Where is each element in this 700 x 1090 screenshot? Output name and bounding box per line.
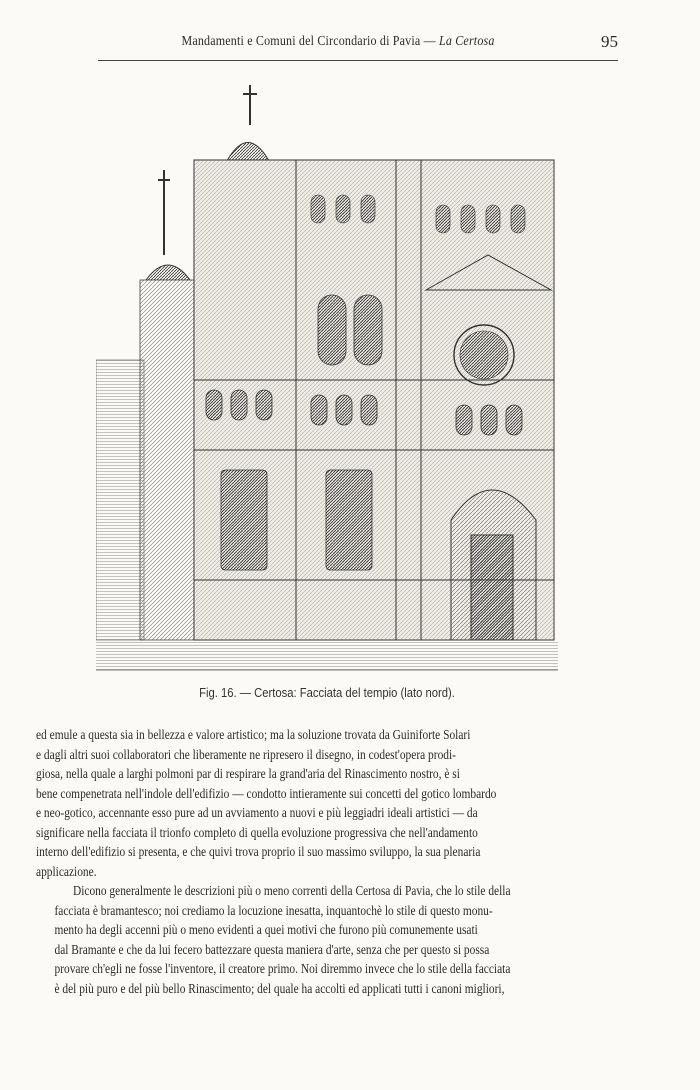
text-line: giosa, nella quale a larghi polmoni par di respirare la grand'aria del Rinascimento nostro, è si: [36, 766, 460, 781]
paragraph-1: [36, 725, 612, 881]
running-title-italic: La Certosa: [438, 34, 495, 49]
cathedral-engraving-figure: [96, 80, 558, 680]
text-line: Dicono generalmente le descrizioni più o meno correnti della Certosa di Pavia, che lo stile della: [72, 883, 511, 898]
text-line: e dagli altri suoi collaboratori che liberamente ne ripresero il disegno, in codest'opera prodi-: [36, 746, 456, 762]
text-line: interno dell'edifizio si presenta, e che quivi trova proprio il suo massimo sviluppo, la sua plenaria: [36, 844, 481, 859]
text-line: applicazione.: [36, 863, 97, 879]
text-line: ed emule a questa sia in bellezza e valore artistico; ma la soluzione trovata da Guiniforte Solari: [36, 727, 471, 742]
text-line: significare nella facciata il trionfo completo di quella evoluzione progressiva che nell'andamento: [36, 824, 478, 840]
cathedral-engraving-icon: [96, 80, 558, 680]
text-line: facciata è bramantesco; noi crediamo la locuzione inesatta, inquantochè lo stile di questo monu-: [54, 902, 493, 918]
running-header: [98, 28, 618, 56]
page-number: 95: [601, 32, 618, 51]
header-rule: [98, 60, 618, 61]
figure-caption: Fig. 16. — Certosa: Facciata del tempio (lato nord).: [199, 686, 455, 700]
running-title: Mandamenti e Comuni del Circondario di Pavia — La Certosa: [181, 34, 495, 49]
text-line: dal Bramante e che da lui fecero battezzare questa maniera d'arte, senza che per questo si possa: [54, 941, 490, 957]
text-line: è del più puro e del più bello Rinascimento; del quale ha accolti ed applicati tutti i canoni migliori,: [54, 980, 505, 996]
text-line: bene compenetrata nell'indole dell'edifizio — condotto intieramente sui concetti del gotico lombardo: [36, 785, 497, 801]
text-line: mento ha degli accenni più o meno evidenti a quei motivi che furono più comunemente usati: [54, 922, 478, 937]
body-text: [36, 725, 612, 998]
text-line: e neo-gotico, accennante esso pure ad un avviamento a nuovi e più leggiadri ideali artistici — da: [36, 805, 478, 820]
text-line: provare ch'egli ne fosse l'inventore, il creatore primo. Noi diremmo invece che lo stile della facciata: [54, 961, 511, 976]
paragraph-2: [36, 881, 612, 998]
